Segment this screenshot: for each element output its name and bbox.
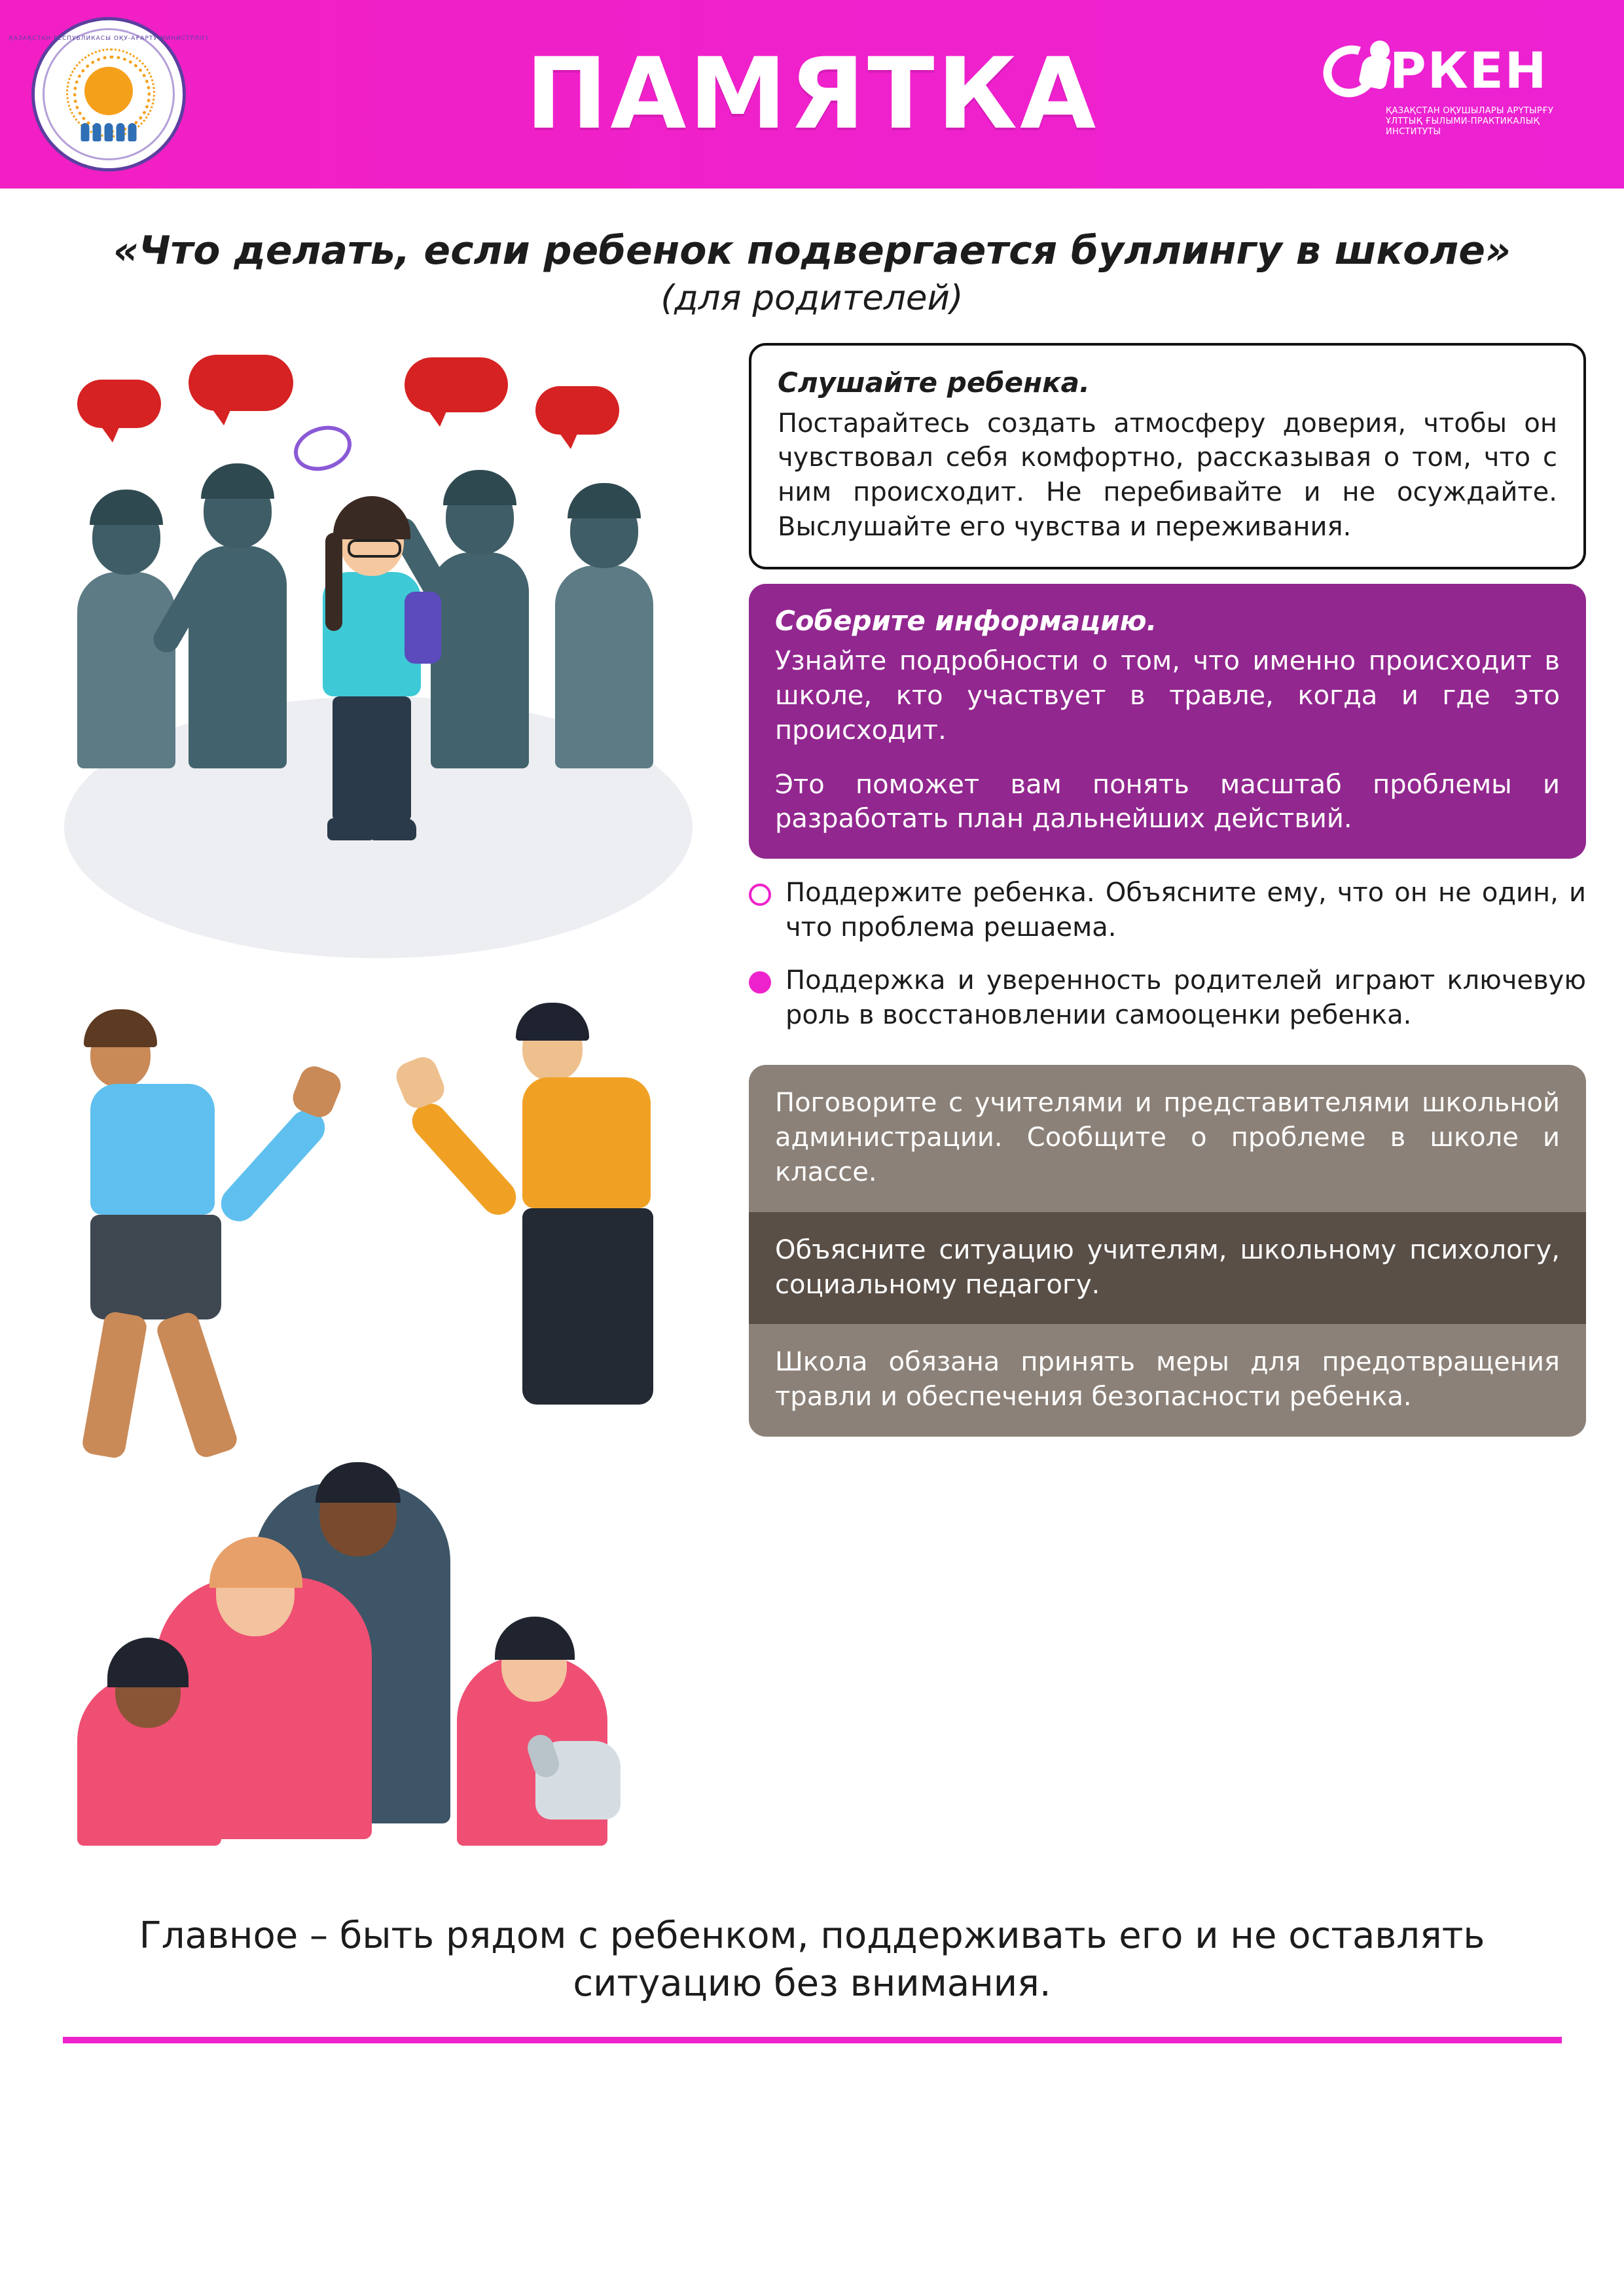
bully-figure <box>189 546 287 768</box>
speech-bubble-icon <box>535 386 619 435</box>
document-title: «Что делать, если ребенок подвергается буллингу в школе» <box>113 228 1511 274</box>
bullet-hollow-icon <box>749 884 771 906</box>
speech-bubble-icon <box>405 357 508 412</box>
speech-bubble-icon <box>77 380 161 428</box>
boy-left-figure <box>90 1024 221 1319</box>
bullet-text: Поддержка и уверенность родителей играют ключевую роль в восстановлении самооценки ребенка. <box>785 965 1586 1030</box>
card-collect <box>749 584 1586 859</box>
advice-column <box>749 343 1586 1878</box>
footer-divider <box>63 2037 1562 2043</box>
emblem-inner <box>9 28 209 160</box>
victim-figure <box>319 507 424 821</box>
card-listen-body: Постарайтесь создать атмосферу доверия, чтобы он чувствовал себя комфортно, рассказывая о том, что с ним происходит. Не перебивайте и не осуждайте. Выслушайте его чувства и переживания. <box>778 408 1557 542</box>
list-item <box>749 876 1586 945</box>
card-school-2-body: Объясните ситуацию учителям, школьному психологу, социальному педагогу. <box>775 1234 1560 1300</box>
orken-mark-icon <box>1323 39 1386 102</box>
footer-message: Главное – быть рядом с ребенком, поддерживать его и не оставлять ситуацию без внимания. <box>139 1914 1485 2005</box>
title-block <box>0 229 1624 318</box>
boy-hair <box>495 1617 575 1660</box>
scribble-icon <box>288 419 357 478</box>
brand-subtitle: ҚАЗАҚСТАН ОҚУШЫЛАРЫ АРҮТЫРҒУ ҰЛТТЫҚ ҒЫЛЫМИ-ПРАКТИКАЛЫҚ ИНСТИТУТЫ <box>1386 105 1554 137</box>
people-icon <box>81 123 137 141</box>
brand-name: РКЕН <box>1390 41 1548 99</box>
main-content <box>0 318 1624 1878</box>
card-school-1-body: Поговорите с учителями и представителями школьной администрации. Сообщите о проблеме в школе и классе. <box>775 1088 1560 1187</box>
bullying-illustration <box>38 343 732 984</box>
card-collect-heading: Соберите информацию. <box>775 604 1157 637</box>
card-school-3-body: Школа обязана принять меры для предотвращения травли и обеспечения безопасности ребенка. <box>775 1347 1560 1412</box>
card-listen-heading: Слушайте ребенка. <box>778 367 1090 399</box>
emblem-top-text: ҚАЗАҚСТАН РЕСПУБЛИКАСЫ ОҚУ-АҒАРТУ МИНИСТРЛІГІ <box>9 35 209 42</box>
bullet-list <box>749 876 1586 1050</box>
bully-figure <box>555 565 653 768</box>
brand-row <box>1323 39 1547 102</box>
card-collect-body-1: Узнайте подробности о том, что именно происходит в школе, кто участвует в травле, когда и где это происходит. <box>775 646 1560 745</box>
family-illustration <box>38 1460 732 1878</box>
boy-right-figure <box>522 1017 653 1405</box>
illustrations-column <box>38 343 732 1878</box>
page-header <box>0 0 1624 188</box>
card-school-1 <box>749 1065 1586 1211</box>
ministry-emblem-icon <box>9 17 209 171</box>
father-hair <box>316 1462 401 1503</box>
card-school-2 <box>749 1212 1586 1325</box>
bullet-solid-icon <box>749 971 771 994</box>
card-collect-body-2: Это поможет вам понять масштаб проблемы и разработать план дальнейших действий. <box>775 769 1560 834</box>
orken-logo <box>1323 33 1578 144</box>
list-item <box>749 963 1586 1033</box>
bully-figure <box>77 572 175 768</box>
page-title: ПАМЯТКА <box>525 37 1099 151</box>
bullet-text: Поддержите ребенка. Объясните ему, что он не один, и что проблема решаема. <box>785 878 1586 942</box>
speech-bubble-icon <box>189 355 293 411</box>
school-actions-stack <box>749 1065 1586 1437</box>
card-listen <box>749 343 1586 569</box>
highfive-illustration <box>38 984 732 1456</box>
sun-icon <box>84 67 133 115</box>
card-school-3 <box>749 1324 1586 1437</box>
bully-figure <box>431 552 529 768</box>
document-subtitle: (для родителей) <box>660 278 964 319</box>
